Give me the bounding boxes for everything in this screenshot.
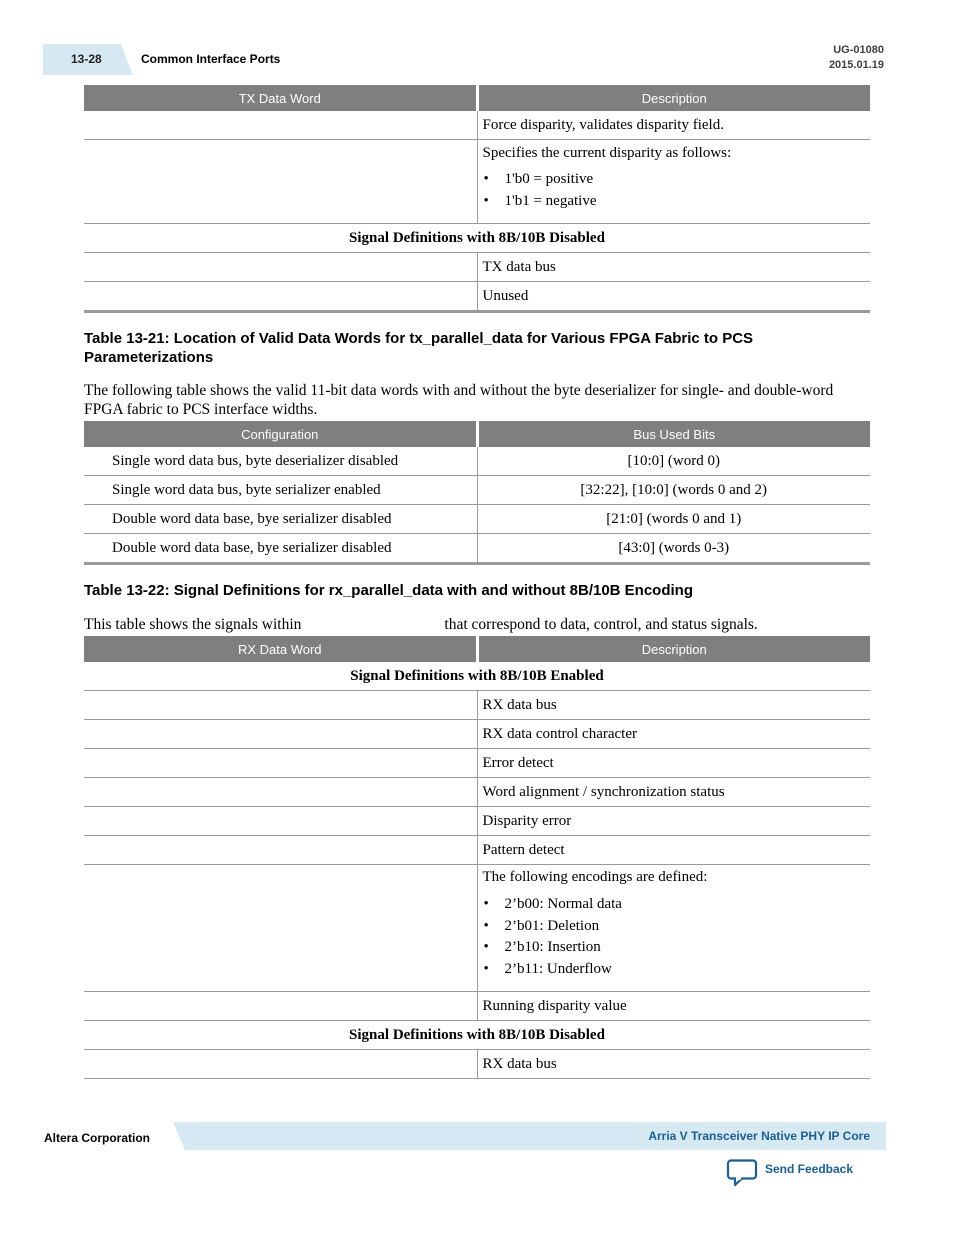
list-item: • 2’b10: Insertion — [505, 937, 866, 959]
configuration-cell: Single word data bus, byte serializer enabled — [84, 476, 477, 505]
send-feedback-link[interactable] — [726, 1159, 866, 1187]
column-header: Description — [477, 636, 870, 662]
description-cell: Error detect — [477, 749, 870, 778]
description-text: The following encodings are defined: — [482, 869, 708, 885]
description-cell: Word alignment / synchronization status — [477, 778, 870, 807]
description-cell: Force disparity, validates disparity field. — [477, 111, 870, 140]
description-cell: Pattern detect — [477, 836, 870, 865]
intro-text-after: that correspond to data, control, and status signals. — [444, 616, 758, 633]
bus-used-bits-cell: [32:22], [10:0] (words 0 and 2) — [477, 476, 870, 505]
table-row — [84, 865, 870, 992]
table-row — [84, 749, 870, 778]
table-row — [84, 691, 870, 720]
section-row — [84, 224, 870, 253]
column-header: Description — [477, 85, 870, 111]
table-row — [84, 778, 870, 807]
table-row — [84, 836, 870, 865]
configuration-cell: Single word data bus, byte deserializer disabled — [84, 447, 477, 476]
description-cell: RX data bus — [477, 1050, 870, 1079]
table-row — [84, 720, 870, 749]
description-cell: TX data bus — [477, 253, 870, 282]
table-22-caption: Table 13-22: Signal Definitions for rx_parallel_data with and without 8B/10B Encoding — [84, 582, 693, 599]
doc-id: UG-01080 — [833, 44, 884, 56]
bullet-list — [483, 894, 866, 980]
description-cell: Running disparity value — [477, 992, 870, 1021]
configuration-cell: Double word data base, bye serializer disabled — [84, 505, 477, 534]
column-header: Bus Used Bits — [477, 421, 870, 447]
tx-data-word-cell — [84, 111, 477, 140]
bullet-list — [483, 169, 866, 212]
table-22-intro — [84, 615, 864, 634]
list-item: • 1'b0 = positive — [505, 169, 866, 191]
section-row — [84, 662, 870, 691]
table-row — [84, 534, 870, 564]
tx-data-word-table — [84, 85, 870, 313]
table-row — [84, 447, 870, 476]
column-header: Configuration — [84, 421, 477, 447]
table-row — [84, 111, 870, 140]
section-heading: Signal Definitions with 8B/10B Enabled — [84, 662, 870, 691]
section-title: Common Interface Ports — [141, 52, 281, 66]
description-cell: Disparity error — [477, 807, 870, 836]
description-cell — [477, 865, 870, 992]
description-cell: Unused — [477, 282, 870, 312]
description-cell — [477, 140, 870, 224]
table-row — [84, 505, 870, 534]
doc-id-block — [829, 43, 884, 73]
column-header: TX Data Word — [84, 85, 477, 111]
section-heading: Signal Definitions with 8B/10B Disabled — [84, 224, 870, 253]
rx-data-word-cell — [84, 992, 477, 1021]
document-title-link[interactable]: Arria V Transceiver Native PHY IP Core — [648, 1129, 870, 1143]
list-item: • 1'b1 = negative — [505, 191, 866, 213]
tx-data-word-cell — [84, 253, 477, 282]
table-row — [84, 992, 870, 1021]
list-item: • 2’b11: Underflow — [505, 959, 866, 981]
description-text: Specifies the current disparity as follows: — [482, 145, 732, 161]
configuration-cell: Double word data base, bye serializer disabled — [84, 534, 477, 564]
rx-data-word-cell — [84, 691, 477, 720]
tx-data-word-cell — [84, 282, 477, 312]
rx-data-word-table — [84, 636, 870, 1079]
list-item: • 2’b00: Normal data — [505, 894, 866, 916]
valid-data-words-table — [84, 421, 870, 565]
description-cell: RX data control character — [477, 720, 870, 749]
section-heading: Signal Definitions with 8B/10B Disabled — [84, 1021, 870, 1050]
send-feedback-label[interactable]: Send Feedback — [765, 1162, 854, 1176]
table-row — [84, 476, 870, 505]
tx-data-word-cell — [84, 140, 477, 224]
speech-bubble-icon — [726, 1159, 760, 1187]
rx-data-word-cell — [84, 720, 477, 749]
rx-data-word-cell — [84, 865, 477, 992]
table-row — [84, 1050, 870, 1079]
table-21-intro: The following table shows the valid 11-bit data words with and without the byte deserializer for single- and double-word FPGA fabric to PCS interface widths. — [84, 382, 834, 418]
rx-data-word-cell — [84, 807, 477, 836]
column-header: RX Data Word — [84, 636, 477, 662]
section-row — [84, 1021, 870, 1050]
rx-data-word-cell — [84, 749, 477, 778]
table-row — [84, 140, 870, 224]
rx-data-word-cell — [84, 1050, 477, 1079]
bus-used-bits-cell: [43:0] (words 0-3) — [477, 534, 870, 564]
page-number: 13-28 — [71, 52, 102, 66]
intro-text-before: This table shows the signals within — [84, 616, 302, 633]
table-row — [84, 253, 870, 282]
company-name: Altera Corporation — [44, 1131, 151, 1145]
table-row — [84, 807, 870, 836]
rx-data-word-cell — [84, 836, 477, 865]
bus-used-bits-cell: [21:0] (words 0 and 1) — [477, 505, 870, 534]
page-number-tab — [43, 44, 133, 75]
rx-data-word-cell — [84, 778, 477, 807]
doc-date: 2015.01.19 — [828, 59, 884, 71]
description-cell: RX data bus — [477, 691, 870, 720]
table-row — [84, 282, 870, 312]
table-21-caption: Table 13-21: Location of Valid Data Words for tx_parallel_data for Various FPGA Fabric to PCS Parameterizations — [84, 330, 754, 366]
bus-used-bits-cell: [10:0] (word 0) — [477, 447, 870, 476]
list-item: • 2’b01: Deletion — [505, 916, 866, 938]
